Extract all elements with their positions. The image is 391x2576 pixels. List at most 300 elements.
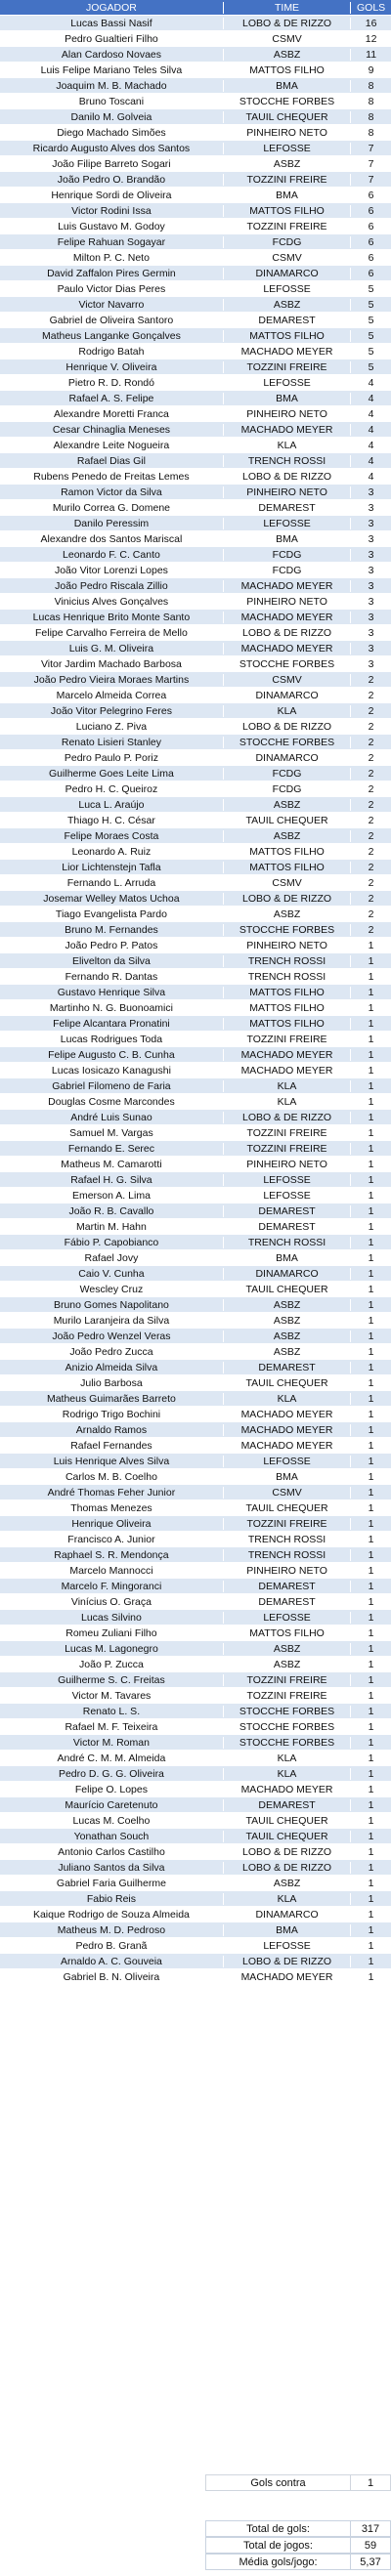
team-name: TAUIL CHEQUER (223, 815, 351, 826)
player-name: Ramon Victor da Silva (61, 486, 162, 498)
goals-count: 2 (368, 720, 374, 733)
team-name: ASBZ (223, 799, 351, 811)
team-name: TRENCH ROSSI (223, 1534, 351, 1545)
player-name: Marcelo Almeida Correa (56, 689, 167, 701)
goals-count: 11 (366, 48, 377, 61)
player-name: João Vitor Lorenzi Lopes (54, 564, 168, 576)
table-row (0, 1829, 391, 1844)
table-row (0, 1516, 391, 1532)
goals-count: 1 (368, 1173, 374, 1186)
team-name: LEFOSSE (223, 1940, 351, 1952)
goals-count: 1 (368, 1189, 374, 1202)
player-name: Marcelo F. Mingoranci (61, 1580, 162, 1592)
goals-count: 2 (368, 767, 374, 780)
goals-count: 12 (365, 32, 377, 45)
table-row (0, 1813, 391, 1829)
team-name: PINHEIRO NETO (223, 940, 351, 951)
goals-count: 1 (368, 1095, 374, 1108)
table-row (0, 1016, 391, 1032)
table-row (0, 625, 391, 641)
player-name: Carlos M. B. Coelho (65, 1470, 157, 1483)
goals-count: 3 (368, 517, 374, 529)
player-name: Thomas Menezes (70, 1501, 152, 1514)
table-row (0, 1500, 391, 1516)
table-row (0, 641, 391, 656)
team-name: TRENCH ROSSI (223, 955, 351, 967)
goals-count: 6 (368, 235, 374, 248)
player-name: Lucas M. Coelho (72, 1814, 151, 1827)
table-row (0, 703, 391, 719)
goals-count: 5 (368, 345, 374, 358)
table-row (0, 391, 391, 406)
goals-count: 3 (368, 611, 374, 623)
table-row (0, 188, 391, 203)
team-name: STOCCHE FORBES (223, 658, 351, 670)
player-name: Renato L. S. (82, 1705, 141, 1717)
team-name: BMA (223, 190, 351, 201)
table-row (0, 1907, 391, 1922)
player-name: João Pedro Vieira Moraes Martins (33, 673, 190, 686)
table-row (0, 719, 391, 735)
player-name: Pietro R. D. Rondó (67, 376, 154, 389)
team-name: BMA (223, 1252, 351, 1264)
table-row (0, 1438, 391, 1454)
player-name: Henrique Oliveira (71, 1517, 152, 1530)
goals-count: 4 (368, 392, 374, 404)
table-row (0, 1219, 391, 1235)
goals-count: 1 (368, 1033, 374, 1045)
goals-count: 5 (368, 314, 374, 326)
team-name: ASBZ (223, 1330, 351, 1342)
table-row (0, 1094, 391, 1110)
team-name: TOZZINI FREIRE (223, 221, 351, 232)
table-row (0, 63, 391, 78)
table-row (0, 469, 391, 485)
team-name: MACHADO MEYER (223, 1424, 351, 1436)
goals-count: 3 (368, 564, 374, 576)
team-name: BMA (223, 1471, 351, 1483)
team-name: LEFOSSE (223, 377, 351, 389)
team-name: MACHADO MEYER (223, 346, 351, 358)
goals-count: 2 (368, 673, 374, 686)
own-goals-label: Gols contra (205, 2474, 350, 2491)
table-body (0, 16, 391, 1985)
goals-count: 1 (368, 1877, 374, 1889)
player-name: João R. B. Cavallo (68, 1204, 154, 1217)
table-row (0, 750, 391, 766)
team-name: PINHEIRO NETO (223, 486, 351, 498)
player-name: Lior Lichtenstejn Tafla (62, 861, 161, 873)
table-row (0, 1204, 391, 1219)
goals-count: 1 (368, 1720, 374, 1733)
team-name: ASBZ (223, 1315, 351, 1327)
table-row (0, 406, 391, 422)
table-row (0, 1719, 391, 1735)
player-name: Rafael Dias Gil (76, 454, 146, 467)
goals-count: 1 (368, 1001, 374, 1014)
team-name: DEMAREST (223, 1205, 351, 1217)
header-team: TIME (223, 2, 351, 14)
table-row (0, 1610, 391, 1626)
player-name: Murilo Correa G. Domene (52, 501, 171, 514)
table-row (0, 1125, 391, 1141)
team-name: MACHADO MEYER (223, 580, 351, 592)
player-name: Ricardo Augusto Alves dos Santos (32, 142, 191, 154)
table-row (0, 375, 391, 391)
goals-count: 1 (368, 1798, 374, 1811)
table-row (0, 266, 391, 281)
team-name: FCDG (223, 783, 351, 795)
goals-count: 1 (368, 939, 374, 951)
team-name: TOZZINI FREIRE (223, 361, 351, 373)
table-row (0, 1282, 391, 1297)
player-name: Luis Felipe Mariano Teles Silva (40, 63, 183, 76)
table-row (0, 1532, 391, 1547)
team-name: FCDG (223, 768, 351, 780)
table-row (0, 485, 391, 500)
goals-count: 3 (368, 486, 374, 498)
goals-count: 1 (368, 1736, 374, 1749)
table-row (0, 1313, 391, 1329)
team-name: PINHEIRO NETO (223, 127, 351, 139)
team-name: STOCCHE FORBES (223, 1721, 351, 1733)
goals-count: 1 (368, 970, 374, 983)
player-name: Wescley Cruz (79, 1283, 144, 1295)
table-row (0, 1360, 391, 1375)
goals-count: 1 (368, 1470, 374, 1483)
table-row (0, 1266, 391, 1282)
table-row (0, 344, 391, 359)
total-goals-row (205, 2520, 391, 2537)
goals-count: 1 (368, 1158, 374, 1170)
team-name: DINAMARCO (223, 690, 351, 701)
goals-count: 2 (368, 845, 374, 858)
player-name: Matheus Langanke Gonçalves (42, 329, 181, 342)
goals-count: 2 (368, 689, 374, 701)
team-name: MATTOS FILHO (223, 846, 351, 858)
total-games-row (205, 2537, 391, 2554)
team-name: KLA (223, 705, 351, 717)
team-name: KLA (223, 1393, 351, 1405)
player-name: Victor M. Tavares (71, 1689, 152, 1702)
team-name: PINHEIRO NETO (223, 596, 351, 608)
goals-count: 2 (368, 704, 374, 717)
goals-count: 1 (368, 1611, 374, 1624)
table-row (0, 125, 391, 141)
goals-count: 5 (368, 298, 374, 311)
table-row (0, 1954, 391, 1969)
player-name: Fernando E. Serec (67, 1142, 154, 1155)
goals-count: 1 (368, 1423, 374, 1436)
player-name: Renato Lisieri Stanley (61, 736, 161, 748)
player-name: João Filipe Barreto Sogari (52, 157, 171, 170)
goals-count: 1 (368, 1548, 374, 1561)
goals-count: 2 (368, 736, 374, 748)
table-row (0, 1110, 391, 1125)
player-name: Felipe Moraes Costa (64, 829, 159, 842)
player-name: Anizio Almeida Silva (65, 1361, 158, 1373)
player-name: Luis G. M. Oliveira (68, 642, 154, 655)
goals-count: 1 (368, 1064, 374, 1077)
goals-count: 3 (368, 532, 374, 545)
player-name: Fábio P. Capobianco (64, 1236, 159, 1248)
player-name: Lucas M. Lagonegro (65, 1642, 158, 1655)
team-name: MACHADO MEYER (223, 1440, 351, 1452)
player-name: Samuel M. Vargas (69, 1126, 153, 1139)
team-name: ASBZ (223, 1643, 351, 1655)
own-goals-value: 1 (350, 2474, 391, 2491)
table-row (0, 1141, 391, 1157)
player-name: Rodrigo Batah (78, 345, 145, 358)
team-name: BMA (223, 393, 351, 404)
table-row (0, 875, 391, 891)
player-name: João Pedro Wenzel Veras (52, 1330, 171, 1342)
goals-count: 1 (368, 1048, 374, 1061)
goals-count: 1 (368, 1298, 374, 1311)
goals-count: 1 (368, 986, 374, 998)
goals-count: 1 (368, 1689, 374, 1702)
goals-count: 1 (368, 1111, 374, 1123)
table-row (0, 1235, 391, 1250)
goals-count: 2 (368, 908, 374, 920)
player-name: João Pedro O. Brandão (57, 173, 166, 186)
table-row (0, 172, 391, 188)
team-name: MACHADO MEYER (223, 1971, 351, 1983)
player-name: Murilo Laranjeira da Silva (53, 1314, 170, 1327)
player-name: Felipe O. Lopes (74, 1783, 148, 1795)
goals-count: 2 (368, 861, 374, 873)
table-row (0, 109, 391, 125)
team-name: LEFOSSE (223, 518, 351, 529)
team-name: MATTOS FILHO (223, 64, 351, 76)
player-name: Vinicius Alves Gonçalves (54, 595, 169, 608)
goals-count: 8 (368, 110, 374, 123)
team-name: ASBZ (223, 908, 351, 920)
table-row (0, 78, 391, 94)
team-name: FCDG (223, 549, 351, 561)
table-row (0, 813, 391, 828)
goals-count: 1 (368, 1267, 374, 1280)
goals-count: 4 (368, 376, 374, 389)
table-row (0, 828, 391, 844)
table-row (0, 1657, 391, 1672)
goals-count: 1 (368, 1236, 374, 1248)
player-name: Pedro H. C. Queiroz (65, 782, 158, 795)
team-name: LOBO & DE RIZZO (223, 893, 351, 905)
player-name: Gabriel B. N. Oliveira (63, 1970, 160, 1983)
player-name: Luca L. Araújo (78, 798, 145, 811)
team-name: PINHEIRO NETO (223, 1565, 351, 1577)
goals-count: 3 (368, 657, 374, 670)
player-name: Alexandre Leite Nogueira (53, 439, 170, 451)
table-row (0, 1766, 391, 1782)
team-name: TRENCH ROSSI (223, 455, 351, 467)
table-row (0, 1250, 391, 1266)
team-name: KLA (223, 1893, 351, 1905)
table-row (0, 1047, 391, 1063)
player-name: Alexandre dos Santos Mariscal (40, 532, 183, 545)
table-row (0, 250, 391, 266)
player-name: Vinícius O. Graça (70, 1595, 152, 1608)
player-name: Rubens Penedo de Freitas Lemes (33, 470, 190, 483)
team-name: KLA (223, 1768, 351, 1780)
goals-count: 1 (368, 954, 374, 967)
team-name: TOZZINI FREIRE (223, 1690, 351, 1702)
goals-count: 5 (368, 360, 374, 373)
team-name: DEMAREST (223, 1596, 351, 1608)
goals-count: 4 (368, 439, 374, 451)
player-name: David Zaffalon Pires Germin (47, 267, 176, 279)
goals-count: 1 (368, 1220, 374, 1233)
team-name: DEMAREST (223, 1581, 351, 1592)
player-name: Danilo M. Golveia (70, 110, 152, 123)
goals-count: 1 (368, 1501, 374, 1514)
goals-count: 1 (368, 1533, 374, 1545)
table-row (0, 94, 391, 109)
player-name: Gustavo Henrique Silva (57, 986, 166, 998)
goals-count: 8 (368, 79, 374, 92)
player-name: Francisco A. Junior (67, 1533, 155, 1545)
player-name: Felipe Carvalho Ferreira de Mello (35, 626, 188, 639)
player-name: Rafael H. G. Silva (70, 1173, 152, 1186)
team-name: LOBO & DE RIZZO (223, 1112, 351, 1123)
player-name: Douglas Cosme Marcondes (48, 1095, 175, 1108)
goals-count: 1 (368, 1845, 374, 1858)
player-name: Alexandre Moretti Franca (53, 407, 169, 420)
player-name: Lucas Bassi Nasif (70, 17, 152, 29)
table-row (0, 297, 391, 313)
goals-count: 1 (368, 1642, 374, 1655)
table-row (0, 422, 391, 438)
goals-count: 4 (368, 470, 374, 483)
goals-count: 1 (368, 1970, 374, 1983)
player-name: Luis Henrique Alves Silva (53, 1455, 170, 1467)
goals-count: 6 (368, 204, 374, 217)
player-name: Bruno Gomes Napolitano (53, 1298, 169, 1311)
player-name: Pedro D. G. G. Oliveira (58, 1767, 164, 1780)
team-name: MACHADO MEYER (223, 643, 351, 655)
table-row (0, 438, 391, 453)
player-name: Bruno M. Fernandes (65, 923, 158, 936)
team-name: TAUIL CHEQUER (223, 1284, 351, 1295)
player-name: Vitor Jardim Machado Barbosa (40, 657, 182, 670)
team-name: TRENCH ROSSI (223, 971, 351, 983)
player-name: Guilherme Goes Leite Lima (49, 767, 174, 780)
player-name: Maurício Caretenuto (65, 1798, 158, 1811)
table-row (0, 1157, 391, 1172)
total-games-value: 59 (350, 2537, 391, 2554)
table-row (0, 547, 391, 563)
table-row (0, 1844, 391, 1860)
table-row (0, 16, 391, 31)
team-name: LOBO & DE RIZZO (223, 627, 351, 639)
team-name: KLA (223, 440, 351, 451)
table-row (0, 797, 391, 813)
goals-count: 2 (368, 798, 374, 811)
goals-count: 1 (368, 1361, 374, 1373)
team-name: MACHADO MEYER (223, 1409, 351, 1420)
goals-count: 1 (368, 1783, 374, 1795)
player-name: Thiago H. C. César (66, 814, 155, 826)
team-name: MATTOS FILHO (223, 1018, 351, 1030)
header-goals: GOLS (357, 1, 386, 14)
player-name: Leonardo A. Ruiz (71, 845, 152, 858)
table-row (0, 1485, 391, 1500)
player-name: Alan Cardoso Novaes (61, 48, 161, 61)
player-name: Lucas Henrique Brito Monte Santo (32, 611, 191, 623)
player-name: Raphael S. R. Mendonça (54, 1548, 169, 1561)
goals-count: 1 (368, 1595, 374, 1608)
team-name: ASBZ (223, 1659, 351, 1670)
team-name: TAUIL CHEQUER (223, 1831, 351, 1842)
player-name: André Luis Sunao (70, 1111, 152, 1123)
player-name: Martinho N. G. Buonoamici (49, 1001, 173, 1014)
table-row (0, 1391, 391, 1407)
player-name: Romeu Zuliani Filho (65, 1626, 157, 1639)
goals-count: 1 (368, 1517, 374, 1530)
team-name: TRENCH ROSSI (223, 1549, 351, 1561)
team-name: KLA (223, 1753, 351, 1764)
table-row (0, 860, 391, 875)
goals-count: 8 (368, 126, 374, 139)
goals-count: 1 (368, 1752, 374, 1764)
team-name: ASBZ (223, 1299, 351, 1311)
goals-count: 1 (368, 1814, 374, 1827)
table-row (0, 1063, 391, 1078)
player-name: Matheus Guimarães Barreto (46, 1392, 176, 1405)
table-row (0, 1876, 391, 1891)
goals-count: 1 (368, 1017, 374, 1030)
goals-count: 1 (368, 1861, 374, 1874)
player-name: Josemar Welley Matos Uchoa (43, 892, 180, 905)
team-name: STOCCHE FORBES (223, 737, 351, 748)
table-row (0, 563, 391, 578)
player-name: André C. M. M. Almeida (57, 1752, 166, 1764)
goals-count: 5 (368, 329, 374, 342)
player-name: Danilo Peressim (73, 517, 150, 529)
goals-count: 3 (368, 626, 374, 639)
team-name: DEMAREST (223, 315, 351, 326)
player-name: Martin M. Hahn (76, 1220, 147, 1233)
team-name: CSMV (223, 33, 351, 45)
table-row (0, 47, 391, 63)
team-name: LEFOSSE (223, 1174, 351, 1186)
player-name: Milton P. C. Neto (72, 251, 150, 264)
team-name: LOBO & DE RIZZO (223, 471, 351, 483)
team-name: PINHEIRO NETO (223, 408, 351, 420)
player-name: Antonio Carlos Castilho (58, 1845, 165, 1858)
table-row (0, 141, 391, 156)
player-name: Lucas Rodrigues Toda (60, 1033, 163, 1045)
goals-count: 2 (368, 814, 374, 826)
table-row (0, 969, 391, 985)
average-label: Média gols/jogo: (205, 2554, 350, 2570)
player-name: Rafael Jovy (84, 1251, 139, 1264)
table-row (0, 1172, 391, 1188)
team-name: BMA (223, 80, 351, 92)
goals-count: 2 (368, 923, 374, 936)
table-row (0, 672, 391, 688)
player-name: Rafael Fernandes (70, 1439, 152, 1452)
goals-count: 1 (368, 1142, 374, 1155)
table-row (0, 1735, 391, 1751)
table-row (0, 766, 391, 781)
goals-count: 3 (368, 595, 374, 608)
table-row (0, 1672, 391, 1688)
player-name: Joaquim M. B. Machado (56, 79, 167, 92)
team-name: LEFOSSE (223, 1190, 351, 1202)
team-name: MATTOS FILHO (223, 1002, 351, 1014)
